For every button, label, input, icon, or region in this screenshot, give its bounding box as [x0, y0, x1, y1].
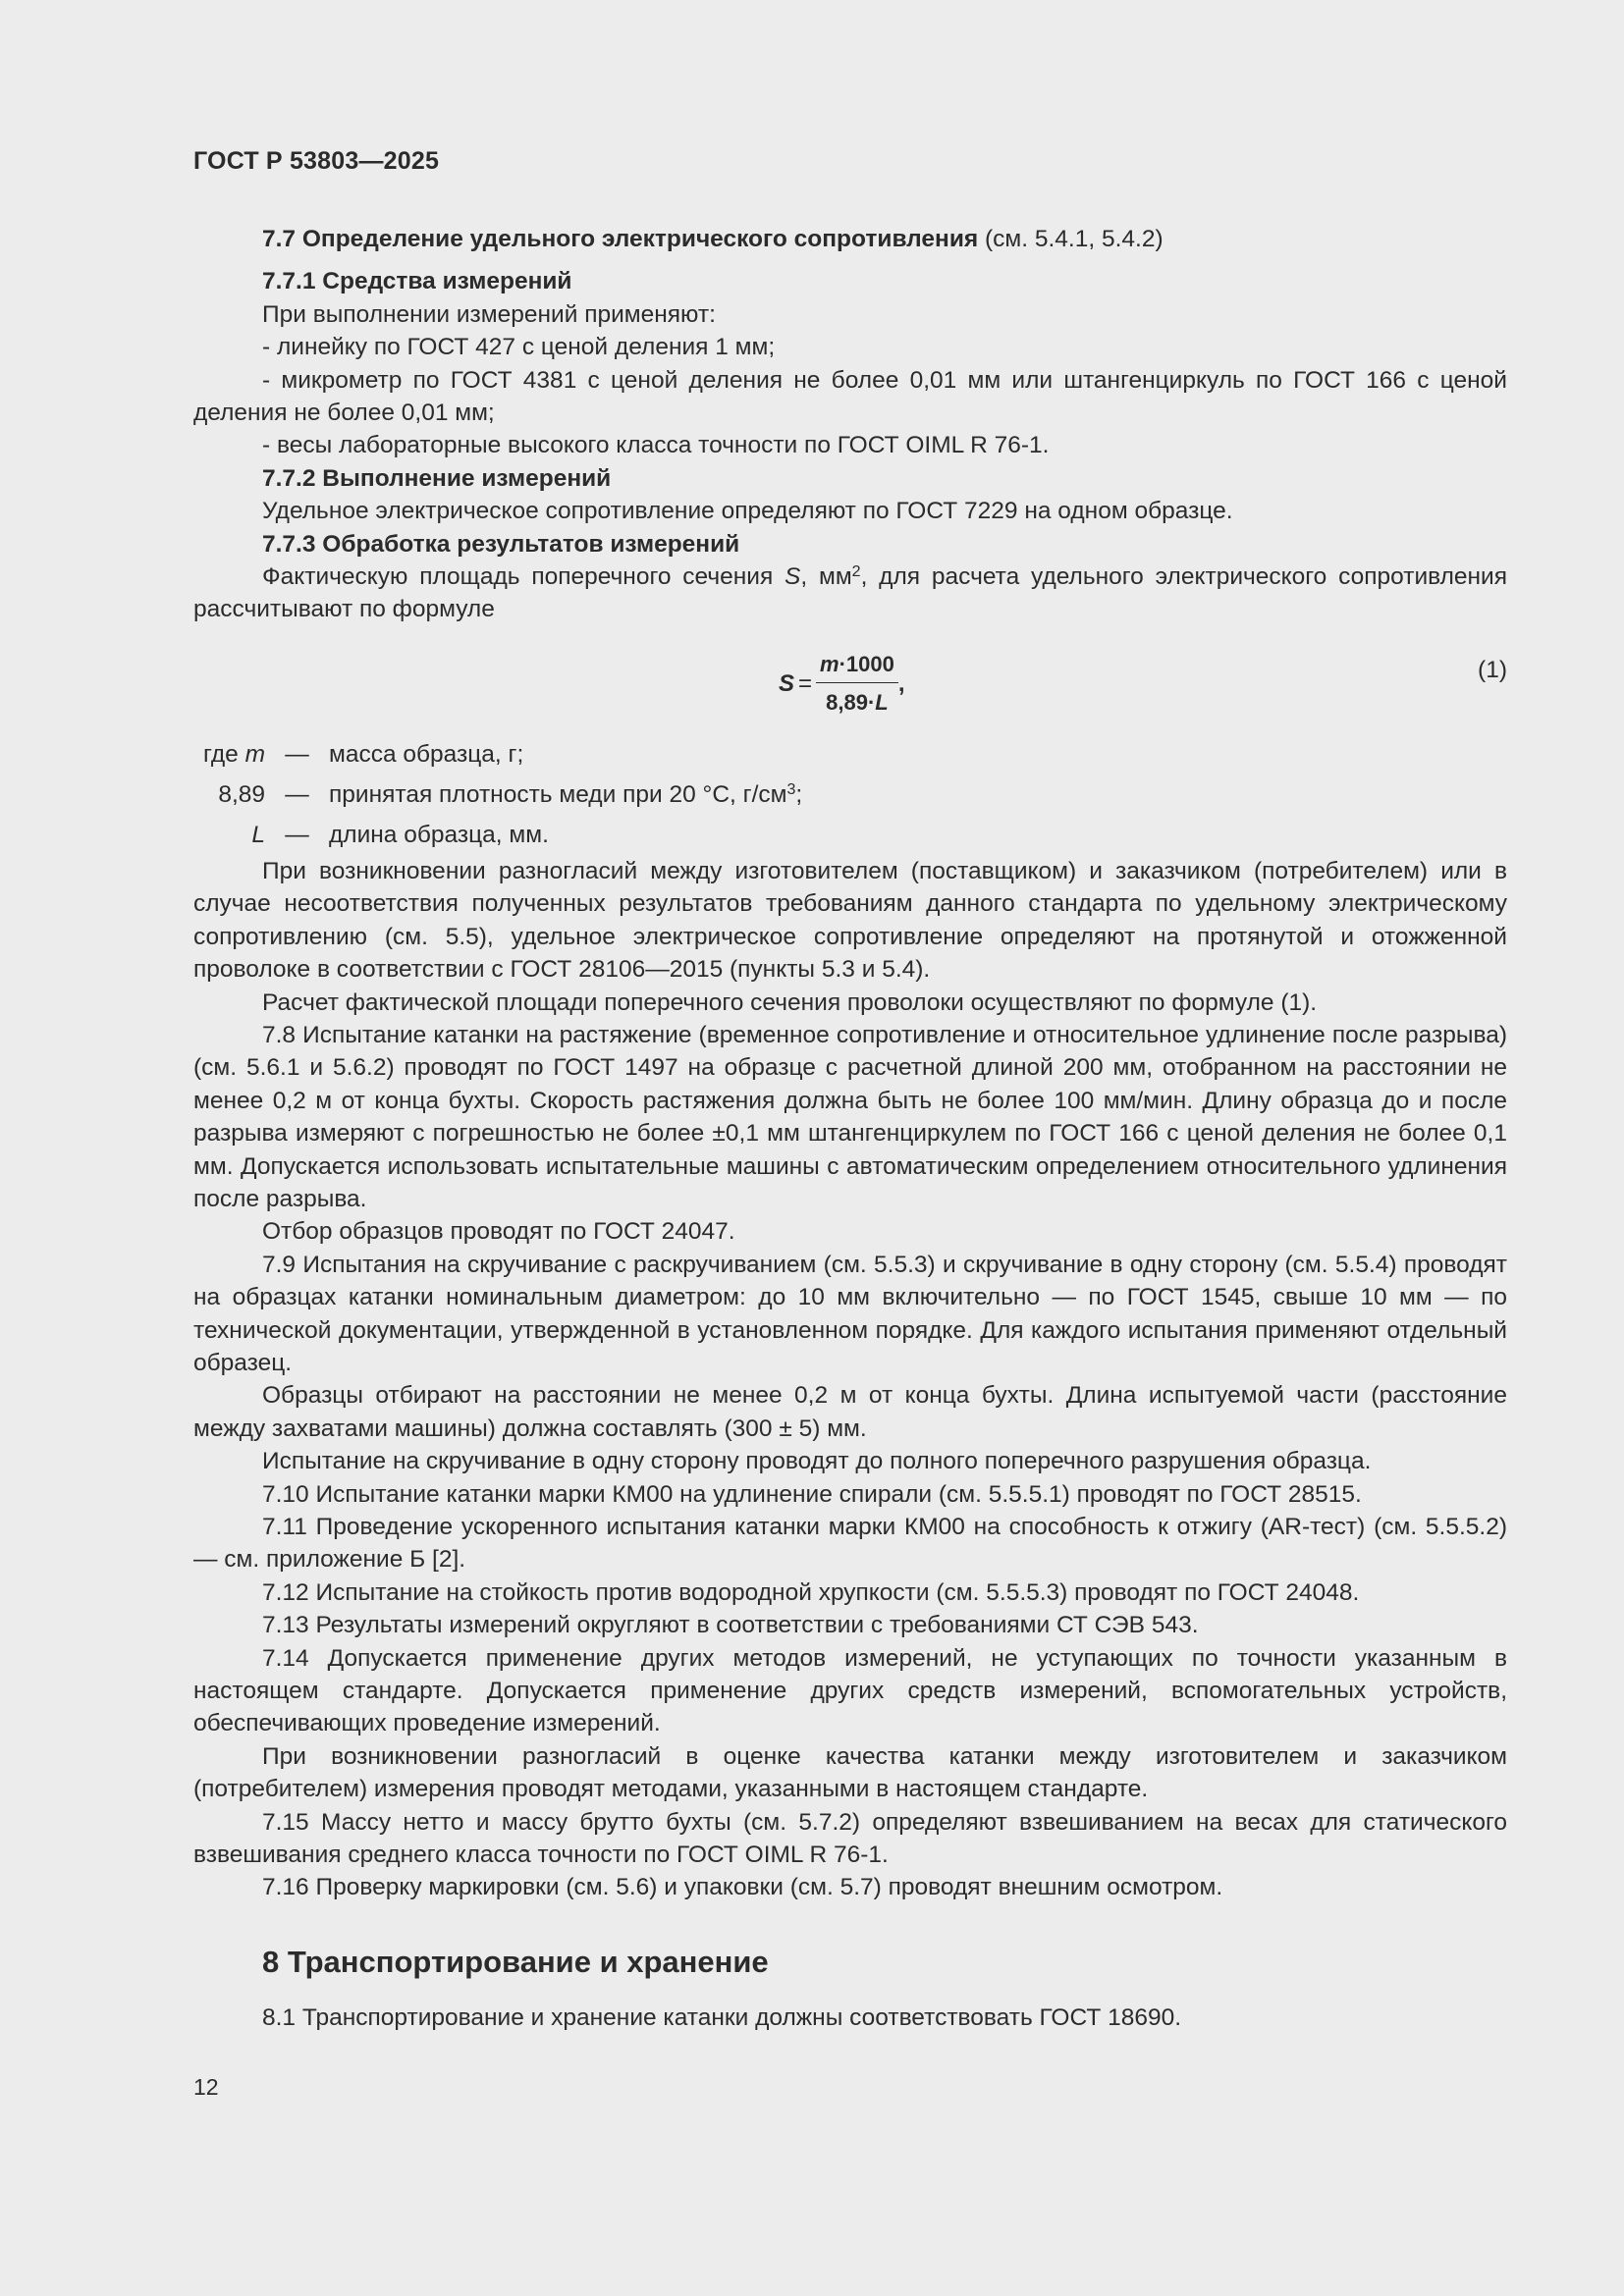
legend-prefix: где	[203, 740, 245, 768]
section-7-7-1-title: 7.7.1 Средства измерений	[262, 268, 572, 295]
paragraph: При возникновении разногласий в оценке качества катанки между изготовителем и заказчиком (потребителем) измерения проводят методами, указанными в настоящем стандарте.	[193, 1742, 1507, 1803]
formula-den-coef: 8,89·	[826, 690, 876, 716]
formula-equals: =	[798, 669, 813, 697]
paragraph: Расчет фактической площади поперечного сечения проволоки осуществляют по формуле (1).	[262, 988, 1318, 1016]
document-body	[193, 223, 1507, 2035]
section-7-7-3-title: 7.7.3 Обработка результатов измерений	[262, 530, 740, 558]
formula-fraction	[816, 648, 898, 720]
formula-block	[193, 638, 1507, 726]
formula-legend	[193, 734, 1507, 855]
text-span: ;	[795, 780, 803, 808]
legend-dash: —	[285, 780, 309, 808]
superscript: 3	[786, 780, 796, 798]
page-number: 12	[193, 2074, 219, 2100]
paragraph: Образцы отбирают на расстоянии не менее 0,2 м от конца бухты. Длина испытуемой части (расстояние между захватами машины) должна составлять (300 ± 5) мм.	[193, 1382, 1507, 1442]
legend-symbol	[182, 819, 265, 851]
paragraph: 7.14 Допускается применение других методов измерений, не уступающих по точности указанным в настоящем стандарте. Допускается применение других средств измерений, вспомогательных устройств, обеспечивающих проведение измерений.	[193, 1644, 1507, 1737]
paragraph: 7.8 Испытание катанки на растяжение (временное сопротивление и относительное удлинение после разрыва) (см. 5.6.1 и 5.6.2) проводят по ГОСТ 1497 на образце с расчетной длиной 200 мм, отобранном на расстоянии не менее 0,2 м от конца бухты. Скорость растяжения должна быть не более 100 мм/мин. Длину образца до и после разрыва измеряют с погрешностью не более ±0,1 мм штангенциркулем по ГОСТ 166 с ценой деления не более 0,1 мм. Допускается использовать испытательные машины с автоматическим определением относительного удлинения после разрыва.	[193, 1021, 1507, 1212]
formula-var-l: L	[875, 690, 889, 716]
legend-definition: длина образца, мм.	[329, 821, 549, 848]
text-span: Фактическую площадь поперечного сечения	[262, 563, 785, 591]
legend-row	[193, 815, 1507, 855]
legend-definition	[329, 778, 1507, 811]
section-7-7-1-intro: При выполнении измерений применяют:	[262, 300, 716, 328]
paragraph: 7.9 Испытания на скручивание с раскручиванием (см. 5.5.3) и скручивание в одну сторону (см. 5.5.4) проводят на образцах катанки номинальным диаметром: до 10 мм включительно — по ГОСТ 1545, свыше 10 мм — по технической документации, утвержденной в установленном порядке. Для каждого испытания применяют отдельный образец.	[193, 1251, 1507, 1376]
formula-number: (1)	[1478, 656, 1507, 683]
legend-dash: —	[285, 740, 309, 768]
paragraph: 7.15 Массу нетто и массу брутто бухты (см. 5.7.2) определяют взвешиванием на весах для статического взвешивания среднего класса точности по ГОСТ OIML R 76-1.	[193, 1808, 1507, 1869]
section-7-7-heading	[193, 223, 1507, 255]
symbol-s: S	[785, 563, 801, 591]
section-7-7-2-title: 7.7.2 Выполнение измерений	[262, 464, 612, 492]
formula-num-rest: ·1000	[839, 651, 894, 676]
section-7-7-title: 7.7 Определение удельного электрического сопротивления	[262, 226, 979, 252]
formula-comma: ,	[897, 669, 905, 697]
formula-lhs: S	[779, 669, 795, 697]
legend-row	[193, 734, 1507, 774]
section-7-7-ref: (см. 5.4.1, 5.4.2)	[978, 226, 1164, 252]
formula-denominator	[826, 683, 889, 719]
paragraph: При возникновении разногласий между изготовителем (поставщиком) и заказчиком (потребителем) или в случае несоответствия полученных результатов требованиям данного стандарта по удельному электрическому сопротивлению (см. 5.5), удельное электрическое сопротивление определяют на протянутой и отожженной проволоке в соответствии с ГОСТ 28106—2015 (пункты 5.3 и 5.4).	[193, 857, 1507, 984]
legend-symbol	[182, 778, 265, 811]
list-item: - весы лабораторные высокого класса точности по ГОСТ OIML R 76-1.	[262, 432, 1050, 459]
paragraph: 8.1 Транспортирование и хранение катанки должны соответствовать ГОСТ 18690.	[262, 2004, 1182, 2032]
section-7-7-2-text: Удельное электрическое сопротивление определяют по ГОСТ 7229 на одном образце.	[262, 498, 1233, 525]
list-item: - микрометр по ГОСТ 4381 с ценой деления не более 0,01 мм или штангенциркуль по ГОСТ 166 с ценой деления не более 0,01 мм;	[193, 366, 1507, 427]
text-span: , мм	[800, 563, 852, 591]
section-8-title: 8 Транспортирование и хранение	[262, 1944, 769, 1979]
paragraph: 7.12 Испытание на стойкость против водородной хрупкости (см. 5.5.5.3) проводят по ГОСТ 24048.	[262, 1578, 1360, 1606]
paragraph: Отбор образцов проводят по ГОСТ 24047.	[262, 1218, 735, 1246]
legend-symbol-text: m	[244, 740, 265, 768]
legend-symbol-text: L	[251, 821, 265, 848]
paragraph: 7.13 Результаты измерений округляют в соответствии с требованиями СТ СЭВ 543.	[262, 1612, 1199, 1639]
formula	[779, 648, 905, 720]
legend-definition: масса образца, г;	[329, 740, 524, 768]
paragraph: 7.10 Испытание катанки марки КМ00 на удлинение спирали (см. 5.5.5.1) проводят по ГОСТ 28515.	[262, 1480, 1362, 1508]
list-item: - линейку по ГОСТ 427 с ценой деления 1 мм;	[262, 334, 776, 361]
superscript: 2	[851, 563, 861, 581]
section-7-7-3-text	[193, 561, 1507, 626]
legend-row	[193, 774, 1507, 815]
legend-symbol-text: 8,89	[218, 780, 265, 808]
formula-var-m: m	[820, 651, 839, 676]
text-span: принятая плотность меди при 20 °С, г/см	[329, 780, 787, 808]
paragraph: 7.16 Проверку маркировки (см. 5.6) и упаковки (см. 5.7) проводят внешним осмотром.	[262, 1874, 1223, 1901]
paragraph: Испытание на скручивание в одну сторону проводят до полного поперечного разрушения образца.	[262, 1448, 1372, 1475]
formula-numerator	[816, 648, 898, 683]
legend-symbol	[182, 738, 265, 771]
document-code: ГОСТ Р 53803—2025	[193, 147, 440, 175]
text-span: , для расчета удельного электрического сопротивления рассчитывают по формуле	[193, 563, 1507, 623]
paragraph: 7.11 Проведение ускоренного испытания катанки марки КМ00 на способность к отжигу (AR-тест) (см. 5.5.5.2) — см. приложение Б [2].	[193, 1514, 1507, 1574]
legend-dash: —	[285, 821, 309, 848]
